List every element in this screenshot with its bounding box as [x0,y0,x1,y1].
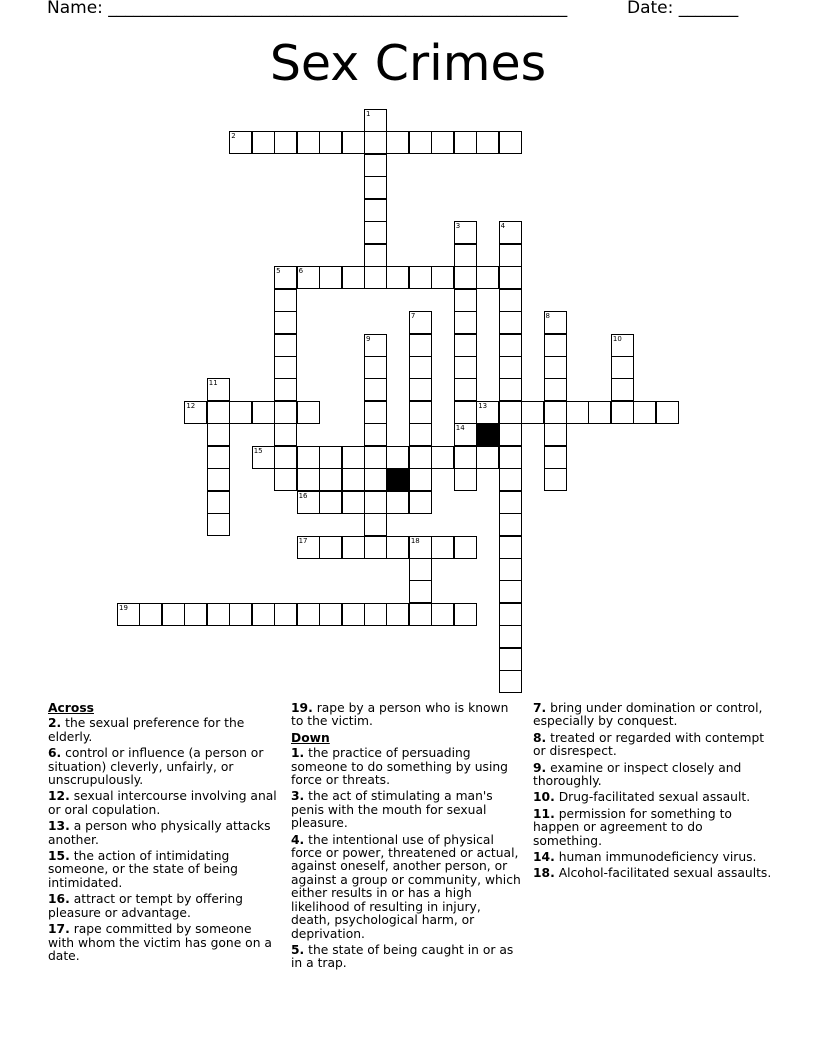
grid-cell[interactable] [386,131,409,154]
grid-cell[interactable] [454,423,477,446]
grid-cell[interactable] [364,356,387,379]
grid-cell[interactable] [207,446,230,469]
grid-cell[interactable] [162,603,185,626]
grid-cell[interactable] [184,603,207,626]
clue-number: 8 [545,312,551,321]
clues-column-3 [533,702,773,884]
grid-cell[interactable] [499,378,522,401]
grid-cell[interactable] [544,356,567,379]
grid-cell[interactable] [499,356,522,379]
grid-cell[interactable] [342,446,365,469]
clue-number-label: 1. [291,746,305,761]
grid-cell[interactable] [364,378,387,401]
clue-text: the act of stimulating a man's penis with the mouth for sexual pleasure. [291,789,493,831]
clue-text: the sexual preference for the elderly. [48,716,245,744]
clue-number: 11 [208,379,218,388]
grid-cell[interactable] [499,446,522,469]
clue-text: permission for something to happen or agreement to do something. [533,806,732,848]
grid-cell[interactable] [409,603,432,626]
clue-item [533,867,773,880]
date-field: Date: _______ [627,0,739,18]
grid-cell[interactable] [342,491,365,514]
grid-cell[interactable] [319,468,342,491]
name-field: Name: ______________________________________________________ [47,0,568,18]
grid-cell[interactable] [364,109,387,132]
grid-cell[interactable] [386,603,409,626]
grid-cell[interactable] [499,289,522,312]
clue-text: a person who physically attacks another. [48,819,271,847]
grid-cell[interactable] [297,491,320,514]
grid-cell[interactable] [364,266,387,289]
grid-cell[interactable] [499,131,522,154]
grid-cell[interactable] [297,131,320,154]
grid-cell[interactable] [274,423,297,446]
clue-text: the state of being caught in or as in a trap. [291,942,514,971]
grid-cell[interactable] [274,289,297,312]
grid-cell[interactable] [342,468,365,491]
clue-item [48,820,280,847]
grid-cell[interactable] [544,311,567,334]
clue-number: 16 [298,491,308,500]
grid-cell[interactable] [409,334,432,357]
clue-item [291,944,523,971]
clue-number-label: 19. [291,701,313,715]
blocked-cell [476,423,499,446]
clue-text: examine or inspect closely and thoroughly. [533,760,742,789]
clue-item [48,747,280,787]
grid-cell[interactable] [364,244,387,267]
grid-cell[interactable] [342,131,365,154]
clue-number: 13 [478,401,488,410]
clue-number-label: 16. [48,892,70,907]
grid-cell[interactable] [454,536,477,559]
grid-cell[interactable] [499,491,522,514]
grid-cell[interactable] [409,580,432,603]
grid-cell[interactable] [499,625,522,648]
clue-item [291,747,523,787]
grid-cell[interactable] [364,513,387,536]
clue-text: rape by a person who is known to the victim. [291,701,509,729]
clue-number: 6 [298,267,304,276]
clue-number-label: 12. [48,789,70,804]
grid-cell[interactable] [454,356,477,379]
grid-cell[interactable] [364,199,387,222]
clue-number: 12 [186,401,196,410]
grid-cell[interactable] [207,468,230,491]
grid-cell[interactable] [364,423,387,446]
clue-number: 17 [298,536,308,545]
clue-number: 5 [276,267,281,276]
clue-text: the intentional use of physical force or power, threatened or actual, against oneself, another person, or against a group or community, which either results in or has a high likelihood of resulting in injury, death, psychological harm, or deprivation. [291,832,521,941]
clue-number: 3 [455,222,461,231]
grid-cell[interactable] [409,356,432,379]
grid-cell[interactable] [499,423,522,446]
clue-number-label: 18. [533,866,555,881]
grid-cell[interactable] [319,131,342,154]
grid-cell[interactable] [499,221,522,244]
grid-cell[interactable] [274,468,297,491]
grid-cell[interactable] [499,580,522,603]
grid-cell[interactable] [588,401,611,424]
blocked-cell [386,468,409,491]
grid-cell[interactable] [454,603,477,626]
grid-cell[interactable] [454,131,477,154]
grid-cell[interactable] [499,648,522,671]
grid-cell[interactable] [544,423,567,446]
clue-number-label: 6. [48,746,62,761]
clue-item [533,702,773,729]
grid-cell[interactable] [207,491,230,514]
grid-cell[interactable] [364,468,387,491]
grid-cell[interactable] [476,131,499,154]
clue-text: treated or regarded with contempt or disrespect. [533,730,765,759]
grid-cell[interactable] [656,401,679,424]
clue-item [48,923,280,963]
grid-cell[interactable] [454,289,477,312]
grid-cell[interactable] [364,401,387,424]
grid-cell[interactable] [364,446,387,469]
page-title: Sex Crimes [269,35,547,92]
grid-cell[interactable] [252,603,275,626]
grid-cell[interactable] [139,603,162,626]
grid-cell[interactable] [274,266,297,289]
clue-number-label: 17. [48,922,70,937]
clues-column-2 [291,702,523,974]
grid-cell[interactable] [319,491,342,514]
grid-cell[interactable] [409,468,432,491]
grid-cell[interactable] [476,401,499,424]
clue-item [291,702,523,729]
grid-cell[interactable] [499,401,522,424]
grid-cell[interactable] [431,266,454,289]
grid-cell[interactable] [499,558,522,581]
clue-text: bring under domination or control, especially by conquest. [533,701,763,729]
grid-cell[interactable] [297,468,320,491]
grid-cell[interactable] [207,423,230,446]
grid-cell[interactable] [386,266,409,289]
grid-cell[interactable] [342,536,365,559]
clue-item [48,790,280,817]
grid-cell[interactable] [297,446,320,469]
grid-cell[interactable] [409,423,432,446]
grid-cell[interactable] [319,266,342,289]
grid-cell[interactable] [319,603,342,626]
clue-number-label: 10. [533,790,555,805]
grid-cell[interactable] [499,536,522,559]
clue-item [291,790,523,830]
grid-cell[interactable] [386,536,409,559]
grid-cell[interactable] [409,446,432,469]
grid-cell[interactable] [207,378,230,401]
clue-item [48,717,280,744]
grid-cell[interactable] [454,221,477,244]
grid-cell[interactable] [409,131,432,154]
grid-cell[interactable] [342,603,365,626]
clue-item [291,834,523,941]
grid-cell[interactable] [409,401,432,424]
clue-text: human immunodeficiency virus. [554,850,757,865]
grid-cell[interactable] [499,334,522,357]
grid-cell[interactable] [274,311,297,334]
clue-number: 10 [612,334,622,343]
grid-cell[interactable] [364,131,387,154]
clue-number-label: 15. [48,849,70,864]
grid-cell[interactable] [364,603,387,626]
clue-text: the action of intimidating someone, or the state of being intimidated. [48,849,238,890]
grid-cell[interactable] [544,401,567,424]
clue-number-label: 7. [533,701,547,715]
grid-cell[interactable] [544,446,567,469]
grid-cell[interactable] [229,603,252,626]
grid-cell[interactable] [499,266,522,289]
grid-cell[interactable] [274,356,297,379]
grid-cell[interactable] [499,513,522,536]
clue-item [48,850,280,890]
grid-cell[interactable] [207,513,230,536]
grid-cell[interactable] [499,603,522,626]
grid-cell[interactable] [274,334,297,357]
grid-cell[interactable] [499,468,522,491]
grid-cell[interactable] [364,536,387,559]
grid-cell[interactable] [611,401,634,424]
grid-cell[interactable] [431,446,454,469]
grid-cell[interactable] [499,670,522,693]
grid-cell[interactable] [409,491,432,514]
grid-cell[interactable] [364,491,387,514]
grid-cell[interactable] [274,446,297,469]
grid-cell[interactable] [252,446,275,469]
clue-item [533,762,773,789]
grid-cell[interactable] [499,311,522,334]
clue-number-label: 14. [533,850,555,865]
grid-cell[interactable] [274,378,297,401]
grid-cell[interactable] [431,536,454,559]
grid-cell[interactable] [544,334,567,357]
clue-number: 14 [455,424,465,433]
grid-cell[interactable] [252,401,275,424]
clue-text: the practice of persuading someone to do something by using force or threats. [291,746,508,788]
clue-number: 4 [500,222,506,231]
grid-cell[interactable] [544,468,567,491]
clue-number-label: 11. [533,806,555,821]
clue-item [533,808,773,848]
grid-cell[interactable] [252,131,275,154]
grid-cell[interactable] [611,378,634,401]
grid-cell[interactable] [476,446,499,469]
grid-cell[interactable] [274,401,297,424]
clue-text: Alcohol-facilitated sexual assaults. [554,866,772,881]
grid-cell[interactable] [431,131,454,154]
grid-cell[interactable] [454,468,477,491]
grid-cell[interactable] [454,266,477,289]
grid-cell[interactable] [633,401,656,424]
clue-number-label: 8. [533,730,547,745]
clue-text: rape committed by someone with whom the victim has gone on a date. [48,922,272,963]
grid-cell[interactable] [184,401,207,424]
grid-cell[interactable] [229,131,252,154]
grid-cell[interactable] [409,558,432,581]
grid-cell[interactable] [297,266,320,289]
grid-cell[interactable] [566,401,589,424]
clue-number: 19 [119,603,128,612]
clue-item [48,893,280,920]
grid-cell[interactable] [499,244,522,267]
grid-cell[interactable] [319,536,342,559]
grid-cell[interactable] [409,536,432,559]
grid-cell[interactable] [319,446,342,469]
grid-cell[interactable] [386,491,409,514]
clue-number-label: 9. [533,760,547,775]
grid-cell[interactable] [342,266,365,289]
grid-cell[interactable] [409,378,432,401]
clue-number-label: 5. [291,942,305,957]
grid-cell[interactable] [476,266,499,289]
grid-cell[interactable] [297,603,320,626]
clue-number: 9 [365,334,371,343]
grid-cell[interactable] [544,378,567,401]
grid-cell[interactable] [521,401,544,424]
grid-cell[interactable] [229,401,252,424]
clue-text: attract or tempt by offering pleasure or advantage. [48,892,243,920]
across-heading: Across [48,701,94,715]
grid-cell[interactable] [364,221,387,244]
clue-number: 15 [253,446,263,455]
grid-cell[interactable] [364,334,387,357]
grid-cell[interactable] [297,401,320,424]
grid-cell[interactable] [454,446,477,469]
clue-number-label: 13. [48,819,70,834]
grid-cell[interactable] [364,154,387,177]
grid-cell[interactable] [611,334,634,357]
grid-cell[interactable] [207,603,230,626]
clue-number: 18 [410,536,420,545]
clue-item [533,791,773,804]
clue-item [533,851,773,864]
clue-item [533,732,773,759]
clue-number-label: 3. [291,789,305,804]
clue-number-label: 4. [291,832,305,847]
grid-cell[interactable] [454,311,477,334]
clue-number: 7 [410,312,416,321]
grid-cell[interactable] [409,266,432,289]
grid-cell[interactable] [297,536,320,559]
clue-text: Drug-facilitated sexual assault. [554,790,751,805]
grid-cell[interactable] [611,356,634,379]
clue-text: control or influence (a person or situation) cleverly, unfairly, or unscrupulously. [48,746,264,788]
grid-cell[interactable] [364,176,387,199]
clues-column-1 [48,702,280,966]
grid-cell[interactable] [274,603,297,626]
clue-number: 1 [365,110,371,118]
grid-cell[interactable] [207,401,230,424]
grid-cell[interactable] [274,131,297,154]
clue-number-label: 2. [48,716,62,731]
down-heading: Down [291,730,330,745]
clue-number: 2 [231,132,236,141]
grid-cell[interactable] [454,244,477,267]
grid-cell[interactable] [454,401,477,424]
grid-cell[interactable] [431,603,454,626]
grid-cell[interactable] [409,311,432,334]
grid-cell[interactable] [454,334,477,357]
clue-text: sexual intercourse involving anal or oral copulation. [48,789,277,817]
grid-cell[interactable] [386,446,409,469]
grid-cell[interactable] [454,378,477,401]
grid-cell[interactable] [117,603,140,626]
